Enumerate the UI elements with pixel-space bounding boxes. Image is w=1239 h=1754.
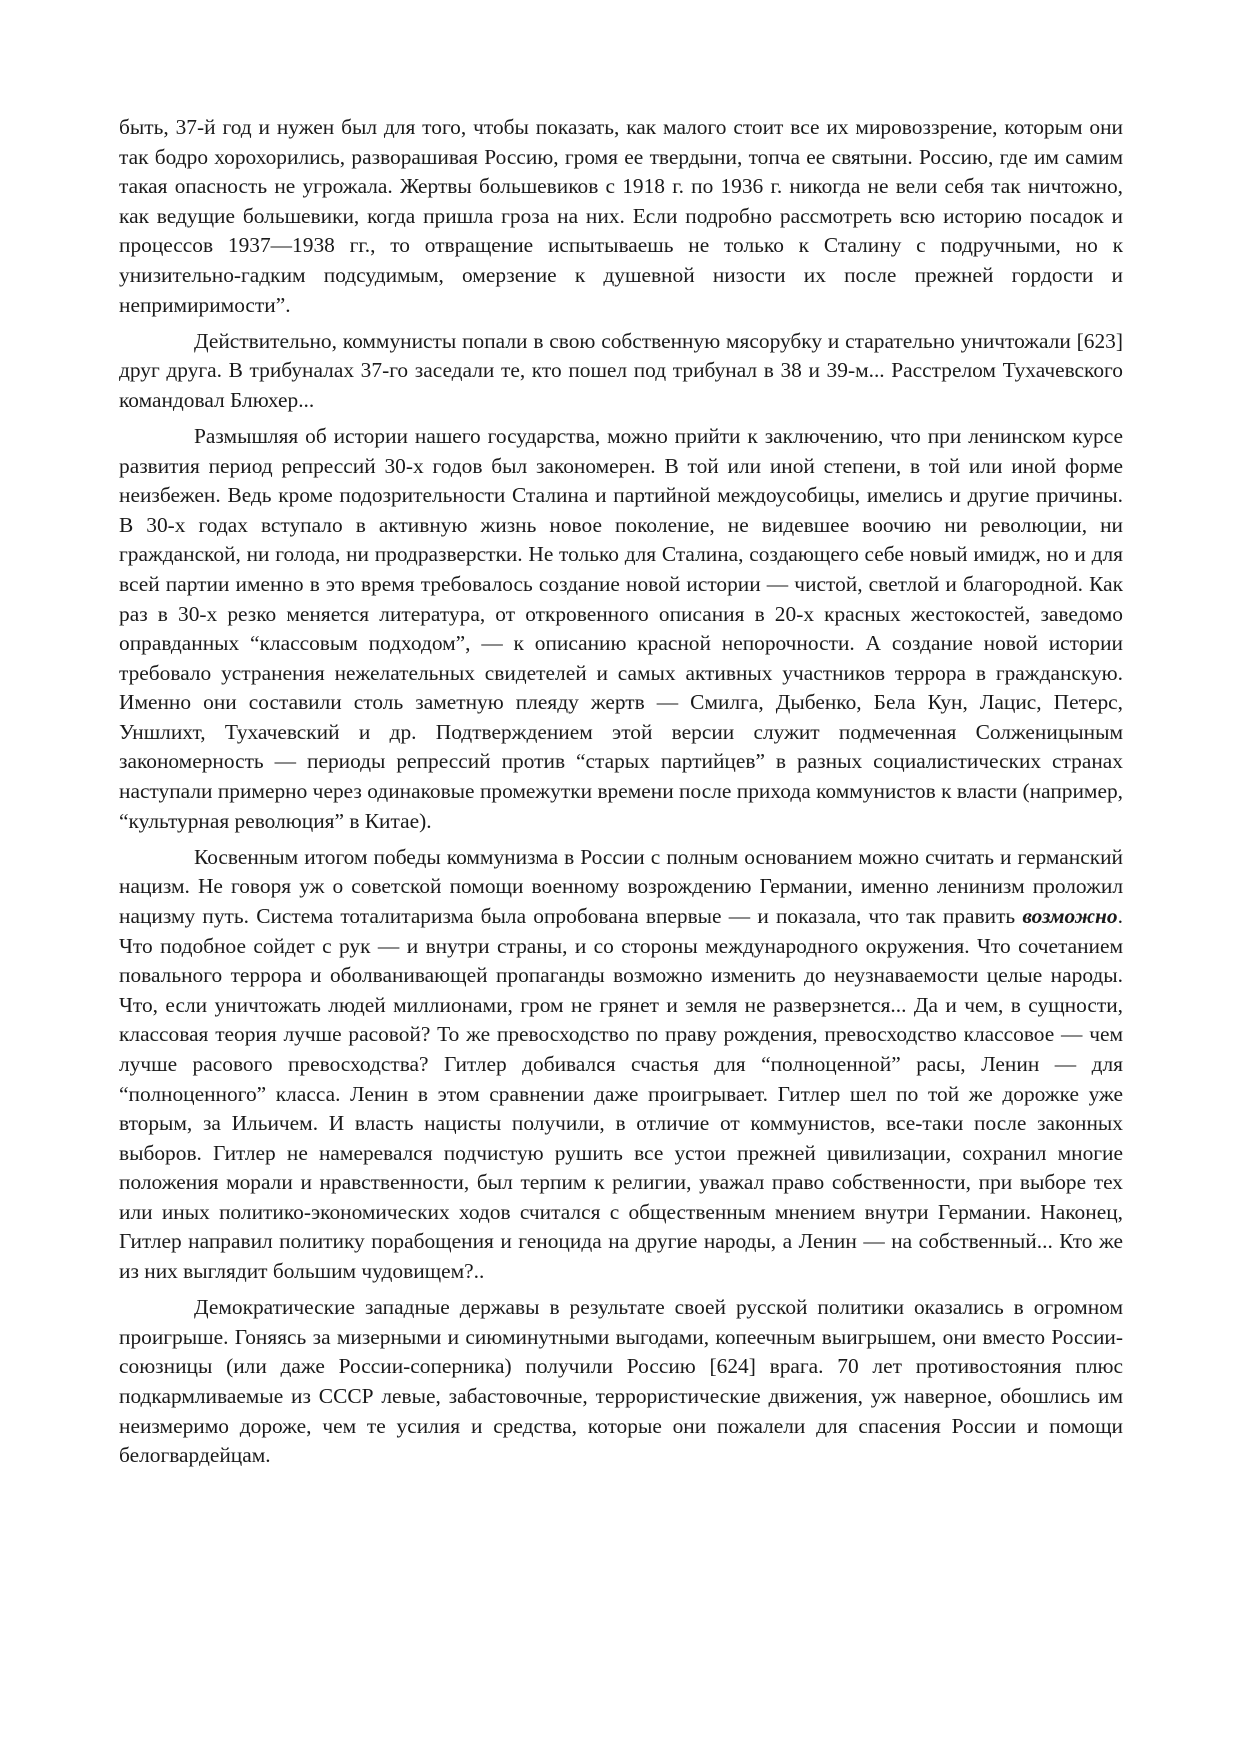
paragraph-text: быть, 37-й год и нужен был для того, чтобы показать, как малого стоит все их мировоззрение, которым они так бодро хорохорились, разворашивая Россию, громя ее твердыни, топча ее святыни. Россию, где им самим такая опасность не угрожала. Жертвы большевиков с 1918 г. по 1936 г. никогда не вели себя так ничтожно, как ведущие большевики, когда пришла гроза на них. Если подробно рассмотреть всю историю посадок и процессов 1937—1938 гг., то отвращение испытываешь не только к Сталину с подручными, но к унизительно-гадким подсудимым, омерзение к душевной низости их после прежней гордости и непримиримости”. xyxy=(119,115,1123,317)
document-page xyxy=(119,113,1123,1471)
paragraph-4 xyxy=(119,843,1123,1287)
paragraph-text: Действительно, коммунисты попали в свою собственную мясорубку и старательно уничтожали [623] друг друга. В трибуналах 37-го заседали те, кто пошел под трибунал в 38 и 39-м... Расстрелом Тухачевского командовал Блюхер... xyxy=(119,328,1123,412)
paragraph-text: Размышляя об истории нашего государства, можно прийти к заключению, что при ленинском курсе развития период репрессий 30-х годов был закономерен. В той или иной степени, в той или иной форме неизбежен. Ведь кроме подозрительности Сталина и партийной междоусобицы, имелись и другие причины. В 30-х годах вступало в активную жизнь новое поколение, не видевшее воочию ни революции, ни гражданской, ни голода, ни продразверстки. Не только для Сталина, создающего себе новый имидж, но и для всей партии именно в это время требовалось создание новой истории — чистой, светлой и благородной. Как раз в 30-х резко меняется литература, от откровенного описания в 20-х красных жестокостей, заведомо оправданных “классовым подходом”, — к описанию красной непорочности. А создание новой истории требовало устранения нежелательных свидетелей и самых активных участников террора в гражданскую. Именно они составили столь заметную плеяду жертв — Смилга, Дыбенко, Бела Кун, Лацис, Петерс, Уншлихт, Тухачевский и др. Подтверждением этой версии служит подмеченная Солженицыным закономерность — периоды репрессий против “старых партийцев” в разных социалистических странах наступали примерно через одинаковые промежутки времени после прихода коммунистов к власти (например, “культурная революция” в Китае). xyxy=(119,423,1123,833)
paragraph-2 xyxy=(119,327,1123,416)
paragraph-text: Демократические западные державы в результате своей русской политики оказались в огромном проигрыше. Гоняясь за мизерными и сиюминутными выгодами, копеечным выигрышем, они вместо России-союзницы (или даже России-соперника) получили Россию [624] врага. 70 лет противостояния плюс подкармливаемые из СССР левые, забастовочные, террористические движения, уж наверное, обошлись им неизмеримо дороже, чем те усилия и средства, которые они пожалели для спасения России и помощи белогвардейцам. xyxy=(119,1295,1123,1468)
paragraph-5 xyxy=(119,1293,1123,1471)
paragraph-3 xyxy=(119,422,1123,836)
paragraph-1 xyxy=(119,113,1123,320)
paragraph-text: Косвенным итогом победы коммунизма в России с полным основанием можно считать и германский нацизм. Не говоря уж о советской помощи военному возрождению Германии, именно ленинизм проложил нацизму путь. Система тоталитаризма была опробована впервые — и показала, что так править xyxy=(119,844,1123,928)
emphasized-word: возможно xyxy=(1022,903,1118,928)
paragraph-text: . Что подобное сойдет с рук — и внутри страны, и со стороны международного окружения. Что сочетанием повального террора и оболванивающей пропаганды возможно изменить до неузнаваемости целые народы. Что, если уничтожать людей миллионами, гром не грянет и земля не разверзнется... Да и чем, в сущности, классовая теория лучше расовой? То же превосходство по праву рождения, превосходство классовое — чем лучше расового превосходства? Гитлер добивался счастья для “полноценной” расы, Ленин — для “полноценного” класса. Ленин в этом сравнении даже проигрывает. Гитлер шел по той же дорожке уже вторым, за Ильичем. И власть нацисты получили, в отличие от коммунистов, все-таки после законных выборов. Гитлер не намеревался подчистую рушить все устои прежней цивилизации, сохранил многие положения морали и нравственности, был терпим к религии, уважал право собственности, при выборе тех или иных политико-экономических ходов считался с общественным мнением внутри Германии. Наконец, Гитлер направил политику порабощения и геноцида на другие народы, а Ленин — на собственный... Кто же из них выглядит большим чудовищем?.. xyxy=(119,903,1123,1284)
